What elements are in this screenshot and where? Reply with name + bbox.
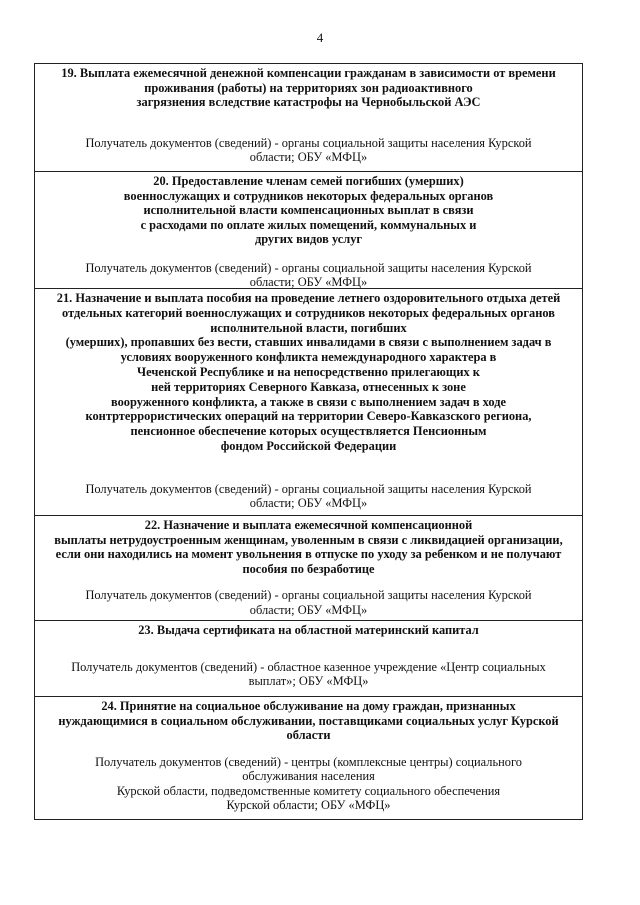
service-section-19 [35, 64, 582, 172]
service-recipient: Получатель документов (сведений) - органы социальной защиты населения Курской области; ОБУ «МФЦ» [85, 481, 532, 511]
service-title: 22. Назначение и выплата ежемесячной компенсационной выплаты нетрудоустроенным женщинам, уволенным в связи с ликвидацией организации, если они находились на момент увольнения в отпуске по уходу за ребенком и не получают пособия по безработице [54, 518, 563, 576]
service-recipient: Получатель документов (сведений) - центры (комплексные центры) социального обслуживания населения Курской области, подведомственные комитету социального обеспечения Курской области; ОБУ «МФЦ» [95, 754, 522, 812]
service-title: 24. Принятие на социальное обслуживание на дому граждан, признанных нуждающимися в социальном обслуживании, поставщиками социальных услуг Курской области [58, 699, 559, 742]
service-recipient: Получатель документов (сведений) - областное казенное учреждение «Центр социальных выплат»; ОБУ «МФЦ» [71, 659, 546, 688]
service-title: 19. Выплата ежемесячной денежной компенсации гражданам в зависимости от времени проживания (работы) на территориях зон радиоактивного загрязнения вследствие катастрофы на Чернобыльской АЭС [61, 66, 556, 109]
service-section-22 [35, 516, 582, 621]
service-title: 21. Назначение и выплата пособия на проведение летнего оздоровительного отдыха детей отдельных категорий военнослужащих и сотрудников некоторых федеральных органов исполнительной власти, погибших (умерших), пропавших без вести, ставших инвалидами в связи с выполнением задач в условиях вооруженного конфликта немеждународного характера в Чеченской Республике и на непосредственно прилегающих к ней территориях Северного Кавказа, отнесенных к зоне вооруженного конфликта, а также в связи с выполнением задач в ходе контртеррористических операций на территории Северо-Кавказского региона, пенсионное обеспечение которых осуществляется Пенсионным фондом Российской Федерации [56, 291, 561, 453]
service-title: 20. Предоставление членам семей погибших (умерших) военнослужащих и сотрудников некоторых федеральных органов исполнительной власти компенсационных выплат в связи с расходами по оплате жилых помещений, коммунальных и других видов услуг [123, 174, 494, 246]
service-recipient: Получатель документов (сведений) - органы социальной защиты населения Курской области; ОБУ «МФЦ» [85, 260, 532, 289]
services-table [34, 63, 583, 820]
service-section-24 [35, 697, 582, 820]
service-recipient: Получатель документов (сведений) - органы социальной защиты населения Курской области; ОБУ «МФЦ» [85, 135, 532, 164]
service-recipient: Получатель документов (сведений) - органы социальной защиты населения Курской области; ОБУ «МФЦ» [85, 588, 532, 617]
service-section-23 [35, 621, 582, 697]
service-section-20 [35, 172, 582, 289]
service-section-21 [35, 289, 582, 516]
service-title: 23. Выдача сертификата на областной материнский капитал [138, 623, 479, 637]
page-number: 4 [316, 30, 324, 45]
